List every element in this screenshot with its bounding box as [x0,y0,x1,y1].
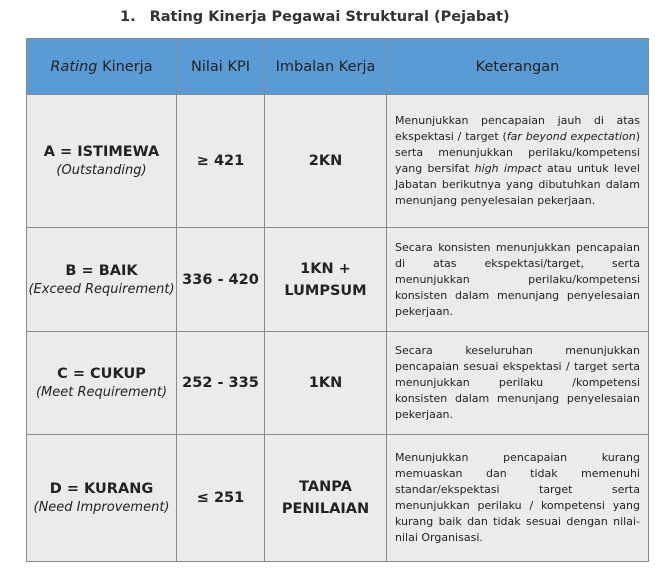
reward-value [265,435,387,562]
reward-line: TANPA [299,479,352,495]
description-segment: Secara konsisten menunjukkan pencapaian di atas ekspektasi/target, serta menunjukkan perilaku/kompetensi konsisten dalam menunjang penyelesaian pekerjaan. [395,240,640,318]
header-description: Keterangan [387,39,649,95]
section-number: 1. [120,9,136,25]
section-title [120,9,510,25]
description-text [387,332,649,435]
header-reward: Imbalan Kerja [265,39,387,95]
table-header-row [27,39,649,95]
rating-grade-english: (Exceed Requirement) [28,281,175,297]
description-text [387,228,649,332]
rating-grade: C = CUKUP [57,366,146,382]
table-row [27,332,649,435]
reward-line: 1KN + LUMPSUM [284,260,367,299]
section-title-text: Rating Kinerja Pegawai Struktural (Pejabat) [149,9,510,25]
rating-grade: A = ISTIMEWA [43,144,160,160]
reward-line: 2KN [308,153,343,169]
kpi-value: ≥ 421 [177,95,265,228]
header-rating-italic: Rating [50,58,98,75]
description-italic-segment: far beyond expectation [506,130,636,143]
rating-grade: B = BAIK [65,262,138,279]
reward-line: PENILAIAN [281,501,370,517]
table-row [27,228,649,332]
reward-value [265,228,387,332]
description-segment: Secara keseluruhan menunjukkan pencapaian sesuai ekspektasi / target serta menunjukkan perilaku /kompetensi konsisten dalam menunjang penyelesaian pekerjaan. [395,344,640,421]
rating-grade: D = KURANG [49,481,154,497]
table-row [27,435,649,562]
reward-value [265,332,387,435]
header-rating-rest: Kinerja [97,58,153,75]
header-kpi: Nilai KPI [177,39,265,95]
reward-line: 1KN [308,375,343,391]
rating-table [26,38,649,562]
description-segment: atau untuk level Jabatan berikutnya yang dibutuhkan dalam menunjang penyelesaian pekerjaan. [395,162,640,207]
header-rating [27,39,177,95]
kpi-value: ≤ 251 [177,435,265,562]
description-text [387,435,649,562]
kpi-value: 252 - 335 [177,332,265,435]
description-italic-segment: high impact [474,162,542,175]
kpi-value: 336 - 420 [177,228,265,332]
description-segment: Menunjukkan pencapaian jauh di atas ekspektasi / target ( [395,114,640,143]
description-text [387,95,649,228]
table-row [27,95,649,228]
table-body [27,95,649,562]
reward-value [265,95,387,228]
rating-cell [27,435,177,562]
rating-grade-english: (Need Improvement) [33,500,170,515]
rating-cell [27,95,177,228]
rating-grade-english: (Outstanding) [56,163,147,178]
rating-grade-english: (Meet Requirement) [35,385,168,400]
description-segment: Menunjukkan pencapaian kurang memuaskan dan tidak memenuhi standar/ekspektasi target serta menunjukkan perilaku / kompetensi yang kurang baik dan tidak sesuai dengan nilai-nilai Organisasi. [395,451,640,544]
description-segment: ) serta menunjukkan perilaku/kompetensi yang bersifat [395,130,640,175]
rating-cell [27,332,177,435]
rating-cell [27,228,177,332]
